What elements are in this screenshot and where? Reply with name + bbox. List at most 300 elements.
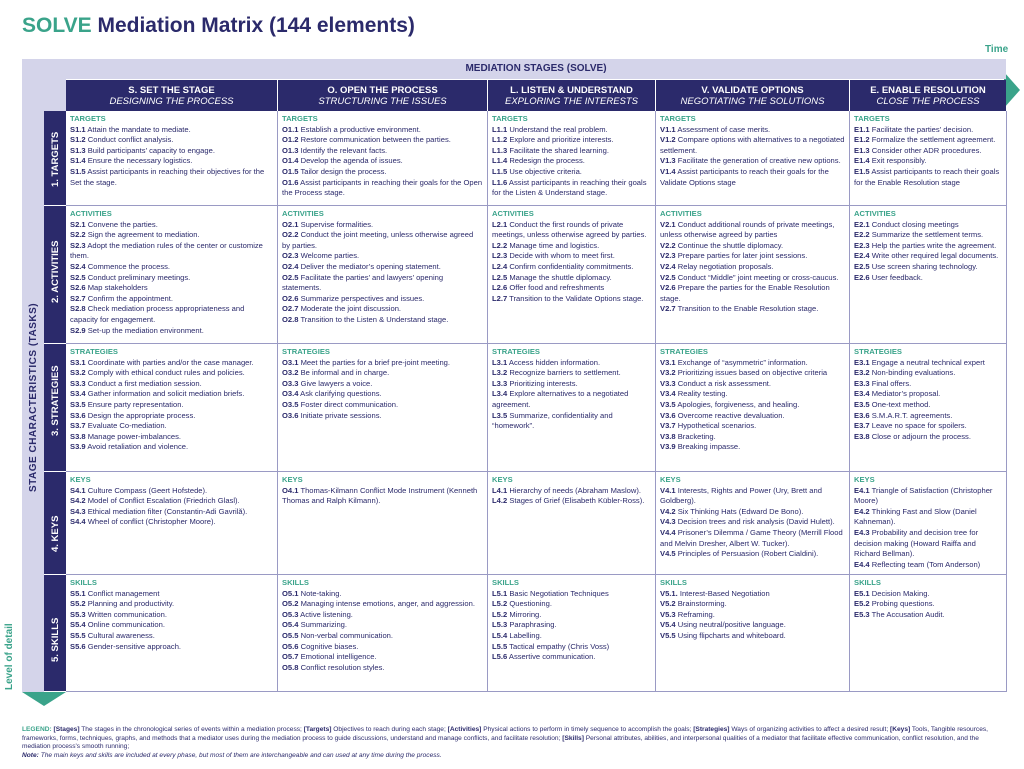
item-text: Conduct additional rounds of private meetings, unless otherwise agreed by parties xyxy=(660,219,835,240)
cell-item xyxy=(660,442,845,453)
cell-item xyxy=(492,125,651,136)
item-text: Manage time and logistics. xyxy=(507,240,600,250)
stage-characteristics-label: STAGE CHARACTERISTICS (TASKS) xyxy=(28,302,39,492)
cell-item xyxy=(282,262,483,273)
cell-item xyxy=(492,379,651,390)
item-code: L2.6 xyxy=(492,283,508,293)
item-code: O3.5 xyxy=(282,399,299,409)
stage-title: S. SET THE STAGE xyxy=(128,85,215,96)
item-code: E1.5 xyxy=(854,166,870,176)
item-text: Conduct “Middle” joint meeting or cross-caucus. xyxy=(675,272,839,282)
item-code: V1.1 xyxy=(660,124,676,134)
cell-item xyxy=(854,400,1002,411)
matrix-cell xyxy=(850,111,1007,206)
item-text: Engage a neutral technical expert xyxy=(869,357,985,367)
item-text: Prioritizing issues based on objective criteria xyxy=(675,368,828,378)
matrix-cell xyxy=(656,472,850,575)
item-code: V3.4 xyxy=(660,389,676,399)
item-text: Prepare the parties for the Enable Resolution stage. xyxy=(660,283,830,303)
item-text: Transition to the Enable Resolution stage. xyxy=(675,304,819,314)
item-text: Gender-sensitive approach. xyxy=(85,641,182,651)
item-text: Moderate the joint discussion. xyxy=(298,304,402,314)
matrix-cell xyxy=(278,111,488,206)
matrix-cell xyxy=(488,111,656,206)
item-code: V3.1 xyxy=(660,357,676,367)
cell-item xyxy=(70,599,273,610)
cell-item xyxy=(70,496,273,507)
item-code: S3.4 xyxy=(70,389,86,399)
item-text: Leave no space for spoilers. xyxy=(869,421,967,431)
item-text: Reframing. xyxy=(675,609,715,619)
cell-item xyxy=(660,599,845,610)
cell-category: ACTIVITIES xyxy=(492,209,534,218)
cell-item xyxy=(854,167,1002,188)
item-code: S2.8 xyxy=(70,304,86,314)
item-code: O2.1 xyxy=(282,219,299,229)
row-header-4 xyxy=(44,575,66,691)
item-text: Apologies, forgiveness, and healing. xyxy=(675,399,800,409)
item-text: Supervise formalities. xyxy=(298,219,374,229)
item-code: S5.3 xyxy=(70,609,86,619)
item-code: V4.1 xyxy=(660,485,676,495)
item-text: Restore communication between the parties. xyxy=(298,135,451,145)
cell-category: SKILLS xyxy=(282,578,310,587)
item-text: Principles of Persuasion (Robert Cialdini). xyxy=(675,549,819,559)
cell-item xyxy=(282,400,483,411)
item-code: S4.4 xyxy=(70,517,86,527)
item-text: Access hidden information. xyxy=(507,357,601,367)
item-text: Formalize the settlement agreement. xyxy=(869,135,996,145)
matrix-cell xyxy=(66,472,278,575)
item-text: Interest-Based Negotiation xyxy=(677,588,770,598)
item-text: Offer food and refreshments xyxy=(507,283,605,293)
item-code: O2.2 xyxy=(282,230,299,240)
item-text: Wheel of conflict (Christopher Moore). xyxy=(85,517,216,527)
item-text: Using flipcharts and whiteboard. xyxy=(675,630,786,640)
cell-item xyxy=(660,156,845,167)
item-text: Final offers. xyxy=(869,378,912,388)
item-text: Close or adjourn the process. xyxy=(869,431,971,441)
item-text: Prioritizing interests. xyxy=(507,378,578,388)
cell-item xyxy=(492,589,651,600)
item-code: V4.3 xyxy=(660,517,676,527)
cell-item xyxy=(282,631,483,642)
cell-category: ACTIVITIES xyxy=(660,209,702,218)
item-code: S5.5 xyxy=(70,630,86,640)
item-text: Conflict resolution styles. xyxy=(298,662,385,672)
cell-item xyxy=(70,432,273,443)
item-text: Questioning. xyxy=(507,599,552,609)
item-code: L2.1 xyxy=(492,219,508,229)
stage-subtitle: DESIGNING THE PROCESS xyxy=(109,96,234,107)
row-header-0 xyxy=(44,111,66,205)
cell-item xyxy=(660,220,845,241)
row-header-3 xyxy=(44,472,66,574)
cell-item xyxy=(492,220,651,241)
item-text: Relay negotiation proposals. xyxy=(675,261,774,271)
item-code: S1.3 xyxy=(70,145,86,155)
cell-item xyxy=(660,549,845,560)
matrix-cell xyxy=(850,472,1007,575)
item-text: Gather information and solicit mediation briefs. xyxy=(85,389,245,399)
item-text: The Accusation Audit. xyxy=(869,609,945,619)
item-code: L1.5 xyxy=(492,166,508,176)
item-code: L3.5 xyxy=(492,410,508,420)
item-text: Model of Conflict Escalation (Friedrich Glasl). xyxy=(85,496,240,506)
cell-item xyxy=(854,528,1002,560)
cell-item xyxy=(492,631,651,642)
cell-item xyxy=(660,517,845,528)
cell-item xyxy=(854,599,1002,610)
item-text: Non-binding evaluations. xyxy=(869,368,956,378)
cell-item xyxy=(282,156,483,167)
item-text: Overcome reactive devaluation. xyxy=(675,410,785,420)
item-text: S.M.A.R.T. agreements. xyxy=(869,410,953,420)
matrix-cell xyxy=(488,472,656,575)
item-code: O3.1 xyxy=(282,357,299,367)
cell-item xyxy=(282,358,483,369)
item-code: S2.7 xyxy=(70,293,86,303)
item-text: Conduct preliminary meetings. xyxy=(85,272,191,282)
item-text: Identify the relevant facts. xyxy=(298,145,388,155)
cell-item xyxy=(854,220,1002,231)
matrix-cell xyxy=(66,575,278,692)
cell-item xyxy=(854,486,1002,507)
item-code: V3.3 xyxy=(660,378,676,388)
item-text: Write other required legal documents. xyxy=(869,251,999,261)
item-text: Exchange of “asymmetric” information. xyxy=(675,357,808,367)
item-code: L3.4 xyxy=(492,389,508,399)
item-text: Compare options with alternatives to a negotiated settlement. xyxy=(660,135,845,155)
item-text: Assertive communication. xyxy=(507,652,596,662)
cell-item xyxy=(660,368,845,379)
cell-item xyxy=(282,315,483,326)
item-code: L5.2 xyxy=(492,609,508,619)
item-code: V1.2 xyxy=(660,135,676,145)
cell-item xyxy=(854,135,1002,146)
item-code: S3.6 xyxy=(70,410,86,420)
cell-category: ACTIVITIES xyxy=(854,209,896,218)
legend-keys-key: [Keys] xyxy=(890,726,911,733)
matrix-cell xyxy=(488,575,656,692)
cell-item xyxy=(854,241,1002,252)
item-code: L5.6 xyxy=(492,652,508,662)
cell-item xyxy=(70,125,273,136)
legend xyxy=(22,726,1007,760)
item-code: S2.4 xyxy=(70,261,86,271)
item-text: Triangle of Satisfaction (Christopher Moore) xyxy=(854,485,993,506)
title-solve: SOLVE xyxy=(22,14,92,37)
item-text: Summarize the settlement terms. xyxy=(869,230,984,240)
cell-item xyxy=(70,326,273,337)
cell-category: KEYS xyxy=(660,475,681,484)
item-text: Ask clarifying questions. xyxy=(298,389,382,399)
stage-header-2 xyxy=(488,80,655,111)
cell-category: SKILLS xyxy=(70,578,98,587)
item-text: Ensure party representation. xyxy=(85,399,184,409)
cell-category: TARGETS xyxy=(854,114,890,123)
matrix-cell xyxy=(656,344,850,472)
cell-item xyxy=(854,273,1002,284)
item-code: E2.2 xyxy=(854,230,870,240)
item-code: L3.1 xyxy=(492,357,508,367)
item-code: S1.4 xyxy=(70,156,86,166)
item-code: V1.4 xyxy=(660,166,676,176)
item-text: Recognize barriers to settlement. xyxy=(507,368,621,378)
cell-item xyxy=(282,178,483,199)
cell-item xyxy=(282,389,483,400)
item-text: Probability and decision tree for decision making (Howard Raiffa and Richard Bellman). xyxy=(854,527,979,559)
cell-item xyxy=(660,620,845,631)
item-code: O1.1 xyxy=(282,124,299,134)
item-text: Using neutral/positive language. xyxy=(675,620,786,630)
legend-note-key: Note: xyxy=(22,751,39,759)
matrix-cell xyxy=(656,111,850,206)
cell-item xyxy=(492,358,651,369)
item-code: O4.1 xyxy=(282,485,299,495)
item-code: O1.6 xyxy=(282,177,299,187)
cell-item xyxy=(282,146,483,157)
cell-item xyxy=(660,389,845,400)
cell-item xyxy=(282,663,483,674)
item-text: Manage the shuttle diplomacy. xyxy=(507,272,612,282)
item-code: O2.8 xyxy=(282,314,299,324)
item-code: S2.1 xyxy=(70,219,86,229)
cell-item xyxy=(660,358,845,369)
item-code: L1.6 xyxy=(492,177,508,187)
legend-skills-key: [Skills] xyxy=(562,734,584,742)
item-text: Develop the agenda of issues. xyxy=(298,156,403,166)
row-header-1 xyxy=(44,206,66,343)
row-label: 2. ACTIVITIES xyxy=(50,240,61,303)
legend-note-text: The main keys and skills are included at every phase, but most of them are interchangeable and can used at any time during the process. xyxy=(38,751,442,759)
level-arrow-icon xyxy=(22,692,66,706)
item-text: Ensure the necessary logistics. xyxy=(85,156,193,166)
item-code: O2.4 xyxy=(282,261,299,271)
row-header-2 xyxy=(44,344,66,471)
item-text: Reflecting team (Tom Anderson) xyxy=(869,559,981,569)
cell-item xyxy=(282,251,483,262)
item-code: L2.5 xyxy=(492,272,508,282)
item-text: Give lawyers a voice. xyxy=(298,378,373,388)
level-of-detail-label: Level of detail xyxy=(4,623,15,690)
item-text: Continue the shuttle diplomacy. xyxy=(675,240,784,250)
item-text: Evaluate Co-mediation. xyxy=(85,421,167,431)
cell-item xyxy=(660,251,845,262)
item-text: Conduct the first rounds of private meetings, unless otherwise agreed by parties. xyxy=(492,219,647,240)
item-code: E2.3 xyxy=(854,240,870,250)
cell-item xyxy=(70,294,273,305)
item-text: Assist participants in reaching their objectives for the Set the stage. xyxy=(70,166,265,187)
cell-item xyxy=(70,620,273,631)
cell-item xyxy=(282,368,483,379)
matrix-cell xyxy=(66,111,278,206)
item-text: Mirroring. xyxy=(507,609,542,619)
stage-subtitle: EXPLORING THE INTERESTS xyxy=(504,96,639,107)
item-code: O5.6 xyxy=(282,641,299,651)
item-code: S3.3 xyxy=(70,378,86,388)
item-text: Conduct closing meetings xyxy=(869,219,959,229)
cell-item xyxy=(70,135,273,146)
item-code: S2.3 xyxy=(70,240,86,250)
item-code: S1.2 xyxy=(70,135,86,145)
item-code: L2.3 xyxy=(492,251,508,261)
item-code: E2.6 xyxy=(854,272,870,282)
stage-title: E. ENABLE RESOLUTION xyxy=(870,85,986,96)
item-code: S5.4 xyxy=(70,620,86,630)
cell-category: KEYS xyxy=(282,475,303,484)
cell-item xyxy=(70,167,273,188)
cell-category: TARGETS xyxy=(492,114,528,123)
item-text: Attain the mandate to mediate. xyxy=(85,124,191,134)
item-code: E3.6 xyxy=(854,410,870,420)
item-text: Prepare parties for later joint sessions. xyxy=(675,251,808,261)
item-text: Assist participants to reach their goals for the Enable Resolution stage xyxy=(854,166,1000,187)
item-text: Explore alternatives to a negotiated agreement. xyxy=(492,389,629,409)
item-code: S4.3 xyxy=(70,506,86,516)
legend-head: LEGEND: xyxy=(22,726,52,733)
row-label: 5. SKILLS xyxy=(50,617,61,662)
item-text: Hierarchy of needs (Abraham Maslow). xyxy=(507,485,641,495)
cell-item xyxy=(282,620,483,631)
stage-header-4 xyxy=(850,80,1006,111)
legend-keys-text: Tools, Tangible resources, frameworks, forms, techniques, graphs, and methods that a mediator uses during the mediation process to guide discussions, understand and manage conflicts, and facilitate resolution; xyxy=(22,726,989,742)
item-code: E1.4 xyxy=(854,156,870,166)
cell-item xyxy=(854,389,1002,400)
item-code: O2.6 xyxy=(282,293,299,303)
item-code: V2.6 xyxy=(660,283,676,293)
cell-category: TARGETS xyxy=(70,114,106,123)
cell-item xyxy=(70,389,273,400)
cell-category: KEYS xyxy=(854,475,875,484)
item-code: E5.2 xyxy=(854,599,870,609)
stages-header: MEDIATION STAGES (SOLVE) xyxy=(66,59,1006,79)
item-text: Emotional intelligence. xyxy=(298,652,377,662)
item-text: Establish a productive environment. xyxy=(298,124,421,134)
matrix-cell xyxy=(850,575,1007,692)
item-text: Summarizing. xyxy=(298,620,347,630)
item-text: Initiate private sessions. xyxy=(298,410,382,420)
item-code: L3.3 xyxy=(492,378,508,388)
item-code: L5.1 xyxy=(492,588,508,598)
item-code: E4.3 xyxy=(854,527,870,537)
cell-category: KEYS xyxy=(70,475,91,484)
cell-item xyxy=(660,631,845,642)
item-text: Adopt the mediation rules of the center or customize them. xyxy=(70,240,263,261)
item-text: Decide with whom to meet first. xyxy=(507,251,615,261)
stage-subtitle: NEGOTIATING THE SOLUTIONS xyxy=(680,96,825,107)
item-code: V2.2 xyxy=(660,240,676,250)
item-text: Stages of Grief (Elisabeth Kübler-Ross). xyxy=(507,496,645,506)
item-code: S5.2 xyxy=(70,599,86,609)
item-text: Convene the parties. xyxy=(85,219,158,229)
row-label: 1. TARGETS xyxy=(50,131,61,187)
cell-category: ACTIVITIES xyxy=(70,209,112,218)
cell-item xyxy=(492,273,651,284)
item-text: Assist participants to reach their goals for the Validate Options stage xyxy=(660,166,829,187)
item-text: Conduct a first mediation session. xyxy=(85,378,202,388)
cell-item xyxy=(282,304,483,315)
cell-item xyxy=(854,368,1002,379)
cell-category: SKILLS xyxy=(854,578,882,587)
cell-item xyxy=(660,400,845,411)
item-code: E3.7 xyxy=(854,421,870,431)
cell-item xyxy=(70,241,273,262)
cell-item xyxy=(282,135,483,146)
cell-item xyxy=(854,421,1002,432)
item-text: User feedback. xyxy=(869,272,923,282)
item-code: E5.1 xyxy=(854,588,870,598)
cell-item xyxy=(854,610,1002,621)
cell-category: TARGETS xyxy=(660,114,696,123)
cell-item xyxy=(282,273,483,294)
item-text: Use screen sharing technology. xyxy=(869,261,978,271)
item-code: O3.2 xyxy=(282,368,299,378)
row-label: 3. STRATEGIES xyxy=(50,365,61,436)
cell-item xyxy=(70,631,273,642)
item-text: Culture Compass (Geert Hofstede). xyxy=(85,485,208,495)
cell-item xyxy=(492,294,651,305)
cell-item xyxy=(492,368,651,379)
legend-activities-text: Physical actions to perform in timely sequence to accomplish the goals; xyxy=(481,726,694,733)
item-code: S1.5 xyxy=(70,166,86,176)
item-code: S3.9 xyxy=(70,442,86,452)
item-text: Exit responsibly. xyxy=(869,156,927,166)
cell-item xyxy=(70,610,273,621)
cell-category: TARGETS xyxy=(282,114,318,123)
cell-item xyxy=(70,589,273,600)
cell-item xyxy=(282,411,483,422)
matrix-cell xyxy=(850,344,1007,472)
item-code: E4.2 xyxy=(854,506,870,516)
item-code: L1.4 xyxy=(492,156,508,166)
cell-item xyxy=(854,251,1002,262)
item-code: O3.4 xyxy=(282,389,299,399)
item-text: Design the appropriate process. xyxy=(85,410,196,420)
cell-item xyxy=(70,507,273,518)
item-text: Commence the process. xyxy=(85,261,171,271)
legend-skills-text: Personal attributes, abilities, and interpersonal qualities of a mediator that facilitate effective communication, conflict resolution, and the mediation process's smooth running; xyxy=(22,734,979,751)
cell-item xyxy=(660,379,845,390)
item-text: Bracketing. xyxy=(675,431,716,441)
item-code: O5.1 xyxy=(282,588,299,598)
item-text: Facilitate the shared learning. xyxy=(507,145,609,155)
time-label: Time xyxy=(985,44,1009,55)
cell-item xyxy=(854,230,1002,241)
stage-subtitle: CLOSE THE PROCESS xyxy=(876,96,980,107)
item-code: E3.3 xyxy=(854,378,870,388)
item-text: Deliver the mediator’s opening statement. xyxy=(298,261,441,271)
item-code: E1.1 xyxy=(854,124,870,134)
cell-item xyxy=(492,496,651,507)
cell-item xyxy=(660,262,845,273)
item-text: Map stakeholders xyxy=(85,283,148,293)
item-code: O3.6 xyxy=(282,410,299,420)
item-code: S5.1 xyxy=(70,588,86,598)
item-text: Managing intense emotions, anger, and aggression. xyxy=(298,599,475,609)
item-text: Brainstorming. xyxy=(675,599,727,609)
item-code: S3.8 xyxy=(70,431,86,441)
item-code: E3.1 xyxy=(854,357,870,367)
stage-title: O. OPEN THE PROCESS xyxy=(327,85,438,96)
title-rest: Mediation Matrix (144 elements) xyxy=(97,14,415,37)
stage-header-0 xyxy=(66,80,277,111)
item-code: S3.5 xyxy=(70,399,86,409)
cell-item xyxy=(660,421,845,432)
cell-item xyxy=(492,178,651,199)
item-code: E3.8 xyxy=(854,431,870,441)
item-text: One-text method. xyxy=(869,399,931,409)
